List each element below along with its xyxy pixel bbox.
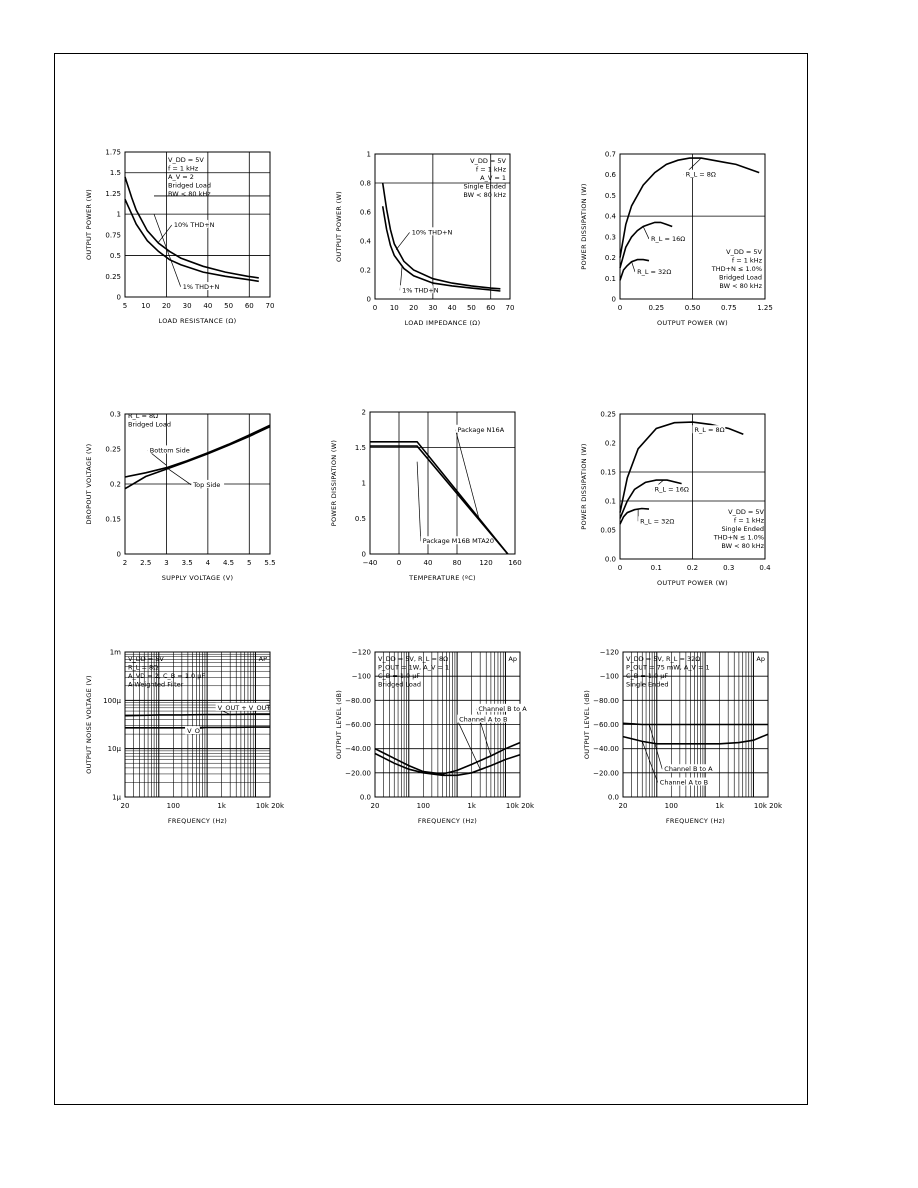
x-tick-label: 0	[617, 304, 623, 312]
x-tick-label: 2.5	[140, 559, 152, 567]
annotation-line: Bridged Load	[719, 273, 762, 282]
x-tick-label: 60	[244, 302, 254, 310]
series-label: 10% THD+N	[173, 220, 215, 229]
series-label: R_L = 32Ω	[637, 268, 672, 277]
annotation-line: BW < 80 kHz	[719, 282, 762, 290]
y-tick-label: 0.6	[604, 171, 616, 180]
x-tick-label: 10k 20k	[753, 802, 783, 810]
leader-line	[417, 462, 421, 542]
series-label: Package M16B MTA20	[422, 537, 494, 546]
chart-crosstalk-single-ended	[578, 640, 788, 840]
x-tick-label: 0	[617, 564, 623, 572]
x-tick-label: 4.5	[223, 559, 235, 567]
x-tick-label: 10	[389, 304, 399, 312]
x-tick-label: 50	[224, 302, 234, 310]
y-tick-label: 0.2	[359, 266, 371, 275]
y-tick-label: 0.7	[604, 150, 616, 159]
y-tick-label: 0.4	[604, 212, 616, 221]
x-axis-label: FREQUENCY (Hz)	[417, 817, 478, 825]
x-tick-label: −40	[362, 559, 378, 567]
y-tick-label: 1.25	[105, 189, 121, 198]
x-tick-label: 0.25	[648, 304, 665, 312]
x-tick-label: 20	[409, 304, 419, 312]
series-line-0	[125, 199, 259, 281]
y-tick-label: −40.00	[345, 745, 371, 754]
x-tick-label: 0.2	[686, 564, 699, 572]
annotation-line: C_B = 1.0 μF	[626, 672, 669, 680]
annotation-line: BW < 80 kHz	[463, 191, 506, 199]
annotation-line: Bridged Load	[168, 181, 211, 190]
x-tick-label: 40	[423, 559, 433, 567]
y-tick-label: 0.2	[604, 254, 616, 263]
annotation-line: R_L = 8Ω	[128, 663, 159, 672]
y-tick-label: 1	[366, 150, 371, 159]
annotation-line: P_OUT = 1W, A_V = 1	[378, 663, 450, 672]
x-tick-label: 5.5	[264, 559, 276, 567]
x-tick-label: 0.1	[650, 564, 662, 572]
annotation-line: V_DD = 5V, R_L = 32Ω	[626, 655, 701, 663]
annotation-line: f = 1 kHz	[168, 164, 199, 173]
x-axis-label: SUPPLY VOLTAGE (V)	[161, 574, 234, 582]
x-tick-label: 1.25	[757, 304, 773, 312]
y-tick-label: 0.0	[607, 793, 619, 802]
x-tick-label: 0.75	[720, 304, 737, 312]
x-tick-label: 30	[182, 302, 192, 310]
series-label: R_L = 8Ω	[685, 170, 716, 179]
x-tick-label: 3	[164, 559, 169, 567]
y-axis-label: OUTPUT LEVEL (dB)	[335, 689, 343, 760]
x-tick-label: 120	[479, 559, 493, 567]
x-tick-label: 80	[452, 559, 462, 567]
y-tick-label: 0.2	[604, 439, 616, 448]
leader-line	[396, 232, 410, 249]
y-tick-label: 0.1	[604, 497, 616, 506]
y-tick-label: 0	[361, 550, 366, 559]
series-label: Channel A to B	[659, 778, 709, 787]
y-axis-label: OUTPUT POWER (W)	[85, 188, 93, 261]
x-tick-label: 2	[122, 559, 128, 567]
annotation-line: V_DD = 5V	[168, 156, 204, 164]
annotation-line: Bridged Load	[378, 680, 421, 689]
leader-line	[643, 227, 649, 239]
chart-output-power-vs-load-resistance	[80, 140, 280, 340]
y-tick-label: 0	[366, 295, 371, 304]
x-tick-label: 1k	[715, 802, 724, 810]
y-tick-label: 0.4	[359, 237, 371, 246]
series-line-1	[620, 222, 672, 268]
x-axis-label: LOAD RESISTANCE (Ω)	[158, 317, 237, 325]
series-label: R_L = 32Ω	[640, 517, 675, 526]
chart-crosstalk-bridged	[330, 640, 535, 840]
y-axis-label: POWER DISSIPATION (W)	[330, 439, 338, 527]
y-tick-label: −60.00	[345, 721, 371, 729]
x-axis-label: TEMPERATURE (ºC)	[409, 574, 476, 582]
annotation-line: V_DD = 5V, R_L = 8Ω	[378, 655, 449, 663]
annotation-line: A_V = 2	[168, 173, 194, 181]
series-label: V_O	[187, 727, 200, 736]
series-label: 1% THD+N	[402, 286, 439, 295]
annotation-line: f = 1 kHz	[475, 165, 506, 174]
y-tick-label: −20.00	[345, 769, 371, 778]
series-label: Channel B to A	[664, 765, 713, 774]
annotation-line: C_B = 1.0 μF	[378, 672, 421, 680]
x-tick-label: 5	[122, 302, 128, 310]
y-tick-label: 0.6	[359, 208, 371, 217]
series-label: Top Side	[193, 480, 221, 489]
x-tick-label: 60	[486, 304, 496, 312]
y-tick-label: 0.15	[600, 468, 616, 477]
annotation-line: V_DD = 5V	[726, 248, 762, 256]
y-tick-label: −120	[351, 648, 371, 657]
y-axis-label: OUTPUT LEVEL (dB)	[583, 689, 591, 760]
x-tick-label: 100	[664, 802, 679, 810]
y-tick-label: −80.00	[345, 696, 371, 705]
y-tick-label: 10μ	[107, 745, 121, 754]
leader-line	[457, 720, 480, 770]
y-tick-label: 0.25	[105, 272, 121, 281]
x-axis-label: FREQUENCY (Hz)	[665, 817, 726, 825]
series-label: 1% THD+N	[182, 283, 220, 292]
x-tick-label: 1k	[467, 802, 476, 810]
y-axis-label: DROPOUT VOLTAGE (V)	[85, 443, 93, 525]
leader-line	[642, 741, 658, 782]
x-tick-label: 30	[428, 304, 438, 312]
y-tick-label: 1m	[109, 648, 121, 657]
x-tick-label: 20	[120, 802, 130, 810]
chart-dropout-voltage-vs-supply-voltage	[80, 402, 280, 592]
y-axis-label: POWER DISSIPATION (W)	[580, 443, 588, 530]
annotation-line: THD+N ≤ 1.0%	[711, 265, 762, 273]
y-tick-label: −80.00	[593, 696, 619, 705]
y-tick-label: 2	[361, 408, 366, 417]
y-tick-label: 0.0	[604, 555, 616, 564]
y-tick-label: 0.5	[109, 252, 121, 261]
y-tick-label: −20.00	[593, 769, 619, 778]
x-tick-label: 0	[372, 304, 378, 312]
y-tick-label: 0.3	[109, 410, 121, 419]
y-tick-label: 0.0	[359, 793, 371, 802]
x-tick-label: 4	[205, 559, 211, 567]
leader-line	[649, 725, 662, 770]
y-tick-label: 0.8	[359, 179, 371, 188]
x-tick-label: 70	[505, 304, 515, 312]
x-tick-label: 10k 20k	[255, 802, 285, 810]
series-label: R_L = 16Ω	[651, 234, 686, 243]
y-tick-label: −100	[599, 672, 619, 681]
y-axis-label: POWER DISSIPATION (W)	[580, 183, 588, 270]
annotation-line: Bridged Load	[128, 420, 171, 429]
series-label: Package N16A	[457, 425, 505, 434]
y-tick-label: 0.25	[105, 445, 121, 454]
x-tick-label: 10	[141, 302, 151, 310]
series-label: Bottom Side	[149, 446, 190, 455]
annotation-line: A-Weighted Filter	[128, 680, 184, 689]
x-tick-label: 0.3	[723, 564, 735, 572]
y-tick-label: 0	[116, 550, 121, 559]
annotation-line: V_DD = 5V	[728, 508, 764, 516]
y-tick-label: 0	[116, 293, 121, 302]
chart-power-dissipation-vs-output-power-bridged	[578, 142, 788, 342]
annotation-line: THD+N ≤ 1.0%	[713, 533, 764, 542]
x-tick-label: 20	[618, 802, 628, 810]
series-line-1	[383, 206, 501, 291]
leader-line	[632, 262, 635, 272]
annotation-line: A_VD = 2, C_B = 1.0 μF	[128, 672, 206, 680]
x-tick-label: 160	[508, 559, 522, 567]
annotation-line: Single Ended	[721, 525, 764, 533]
series-label: Channel A to B	[459, 715, 508, 724]
x-tick-label: 100	[166, 802, 181, 810]
leader-line	[169, 469, 192, 485]
x-tick-label: 50	[466, 304, 476, 312]
annotation-line: Single Ended	[626, 680, 669, 689]
chart-output-noise-voltage-vs-frequency	[80, 640, 285, 840]
annotation-line: Single Ended	[463, 182, 506, 191]
y-tick-label: −60.00	[593, 721, 619, 729]
annotation-line: V_DD = 5V	[128, 655, 164, 663]
y-tick-label: 0.3	[604, 233, 616, 242]
annotation-line: V_DD = 5V	[470, 157, 506, 165]
annotation-line: BW < 80 kHz	[721, 542, 764, 550]
leader-line	[158, 225, 171, 242]
chart-output-power-vs-load-impedance	[330, 142, 530, 342]
series-label: Channel B to A	[478, 704, 527, 713]
x-axis-label: OUTPUT POWER (W)	[656, 319, 729, 327]
x-tick-label: 10k 20k	[505, 802, 535, 810]
y-tick-label: 0.05	[600, 526, 616, 535]
y-tick-label: 0.75	[105, 231, 121, 240]
y-tick-label: 1.5	[109, 169, 121, 178]
series-label: R_L = 16Ω	[654, 485, 689, 494]
y-tick-label: 100μ	[103, 696, 121, 705]
y-tick-label: 0.2	[109, 480, 121, 489]
x-tick-label: 40	[447, 304, 457, 312]
x-tick-label: 20	[161, 302, 171, 310]
series-label: 10% THD+N	[411, 228, 453, 237]
y-axis-label: OUTPUT POWER (W)	[335, 190, 343, 263]
y-tick-label: 1	[116, 210, 121, 219]
x-tick-label: 0.50	[684, 304, 701, 312]
x-tick-label: 0	[396, 559, 402, 567]
x-axis-label: FREQUENCY (Hz)	[167, 817, 228, 825]
x-tick-label: 100	[416, 802, 431, 810]
series-label: V_OUT + V_OUT	[217, 703, 271, 712]
y-tick-label: 1.5	[354, 444, 366, 452]
series-label: R_L = 8Ω	[694, 426, 725, 435]
y-tick-label: 0.15	[105, 515, 121, 524]
y-tick-label: 0.1	[604, 274, 616, 283]
chart-power-dissipation-vs-temperature	[330, 402, 530, 592]
y-tick-label: −120	[599, 648, 619, 657]
x-tick-label: 0.4	[759, 564, 771, 572]
annotation-line: f = 1 kHz	[731, 256, 762, 265]
x-tick-label: 40	[203, 302, 213, 310]
annotation-line: BW < 80 kHz	[168, 190, 211, 198]
annotation-line: R_L = 8Ω	[128, 412, 159, 420]
y-axis-label: OUTPUT NOISE VOLTAGE (V)	[85, 675, 93, 774]
annotation-line: f = 1 kHz	[733, 516, 764, 525]
series-line-0	[125, 425, 270, 477]
y-tick-label: 0.5	[604, 191, 616, 200]
y-tick-label: 0.5	[354, 515, 366, 523]
corner-label: Ap	[756, 655, 765, 663]
y-tick-label: 0	[611, 295, 616, 304]
x-axis-label: LOAD IMPEDANCE (Ω)	[404, 319, 481, 327]
y-tick-label: 1.75	[105, 148, 121, 157]
x-axis-label: OUTPUT POWER (W)	[656, 579, 729, 587]
chart-power-dissipation-vs-output-power-single-ended	[578, 402, 778, 592]
x-tick-label: 3.5	[181, 559, 193, 567]
series-line-0	[620, 422, 743, 512]
y-tick-label: −40.00	[593, 745, 619, 754]
x-tick-label: 20	[370, 802, 380, 810]
y-tick-label: −100	[351, 672, 371, 681]
x-tick-label: 5	[247, 559, 252, 567]
y-tick-label: 1μ	[112, 793, 121, 802]
y-tick-label: 1	[361, 479, 366, 488]
annotation-line: A_V = 1	[480, 174, 506, 182]
corner-label: AP	[258, 655, 267, 663]
y-tick-label: 0.25	[600, 410, 616, 419]
annotation-line: P_OUT = 75 mW, A_V = 1	[626, 663, 710, 672]
x-tick-label: 1k	[217, 802, 226, 810]
x-tick-label: 70	[265, 302, 275, 310]
corner-label: Ap	[508, 655, 517, 663]
